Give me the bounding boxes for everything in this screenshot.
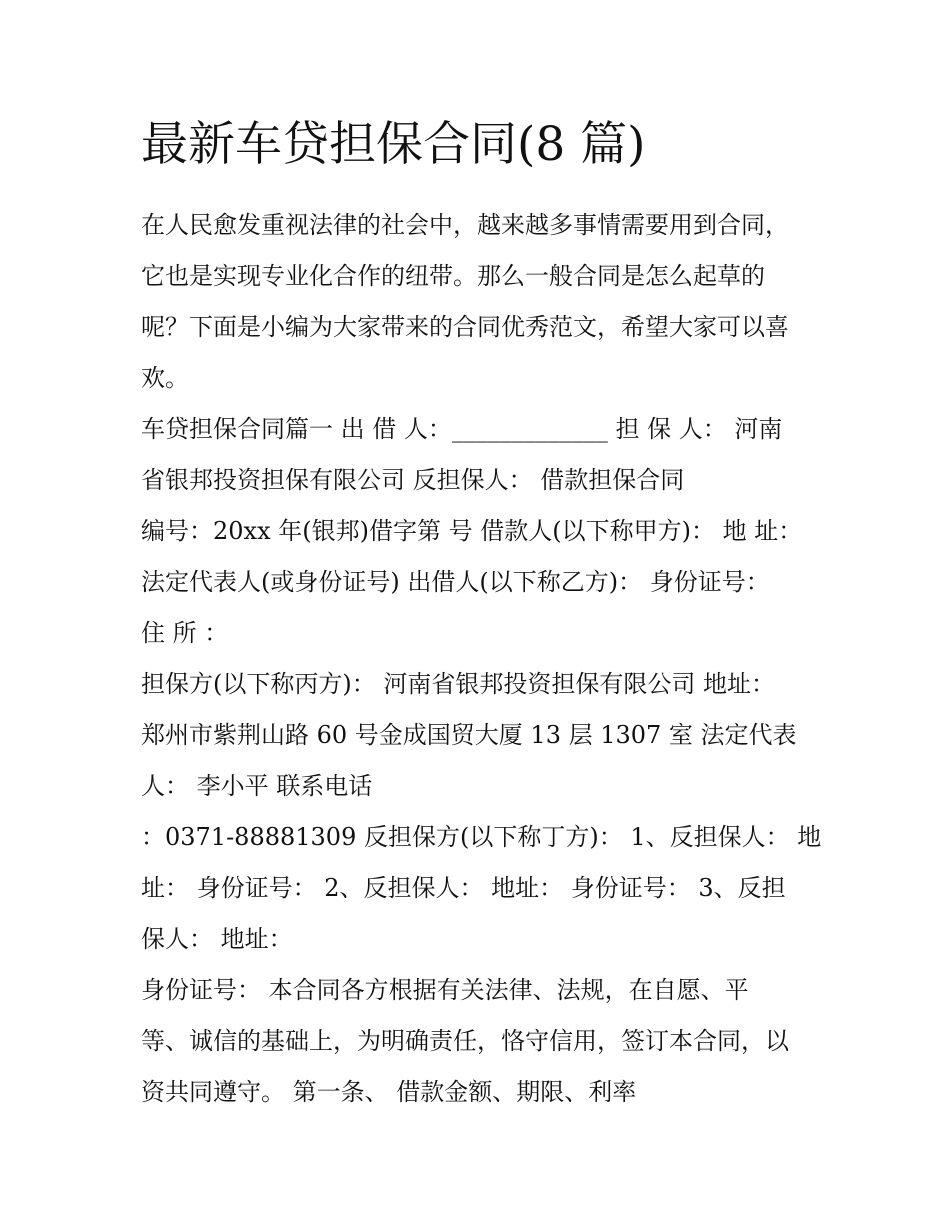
body-line: 欢。 xyxy=(141,364,189,392)
body-line: 车贷担保合同篇一 出 借 人：_____________ 担 保 人： 河南 xyxy=(141,415,783,443)
body-line: 省银邦投资担保有限公司 反担保人： 借款担保合同 xyxy=(141,466,685,494)
body-line: 它也是实现专业化合作的纽带。那么一般合同是怎么起草的 xyxy=(141,262,765,290)
body-line: 住 所 ： xyxy=(141,619,229,647)
body-line: 呢？下面是小编为大家带来的合同优秀范文，希望大家可以喜 xyxy=(141,313,789,341)
body-line: 保人： 地址： xyxy=(141,925,293,953)
body-line: 人： 李小平 联系电话 xyxy=(141,772,373,800)
document-title: 最新车贷担保合同(8 篇) xyxy=(141,117,646,172)
body-line: ：0371-88881309 反担保方(以下称丁方)： 1、反担保人： 地 xyxy=(141,823,822,851)
body-line: 郑州市紫荆山路 60 号金成国贸大厦 13 层 1307 室 法定代表 xyxy=(141,721,797,749)
body-line: 身份证号： 本合同各方根据有关法律、法规，在自愿、平 xyxy=(141,976,749,1004)
document-body xyxy=(141,200,821,1118)
body-line: 在人民愈发重视法律的社会中，越来越多事情需要用到合同， xyxy=(141,211,789,239)
body-line: 担保方(以下称丙方)： 河南省银邦投资担保有限公司 地址： xyxy=(141,670,775,698)
body-line: 等、诚信的基础上，为明确责任，恪守信用，签订本合同，以 xyxy=(141,1027,789,1055)
body-line: 址： 身份证号： 2、反担保人： 地址： 身份证号： 3、反担 xyxy=(141,874,786,902)
body-line: 资共同遵守。 第一条、 借款金额、期限、利率 xyxy=(141,1078,637,1106)
body-line: 编号：20xx 年(银邦)借字第 号 借款人(以下称甲方)： 地 址： xyxy=(141,517,803,545)
body-line: 法定代表人(或身份证号) 出借人(以下称乙方)： 身份证号： xyxy=(141,568,770,596)
